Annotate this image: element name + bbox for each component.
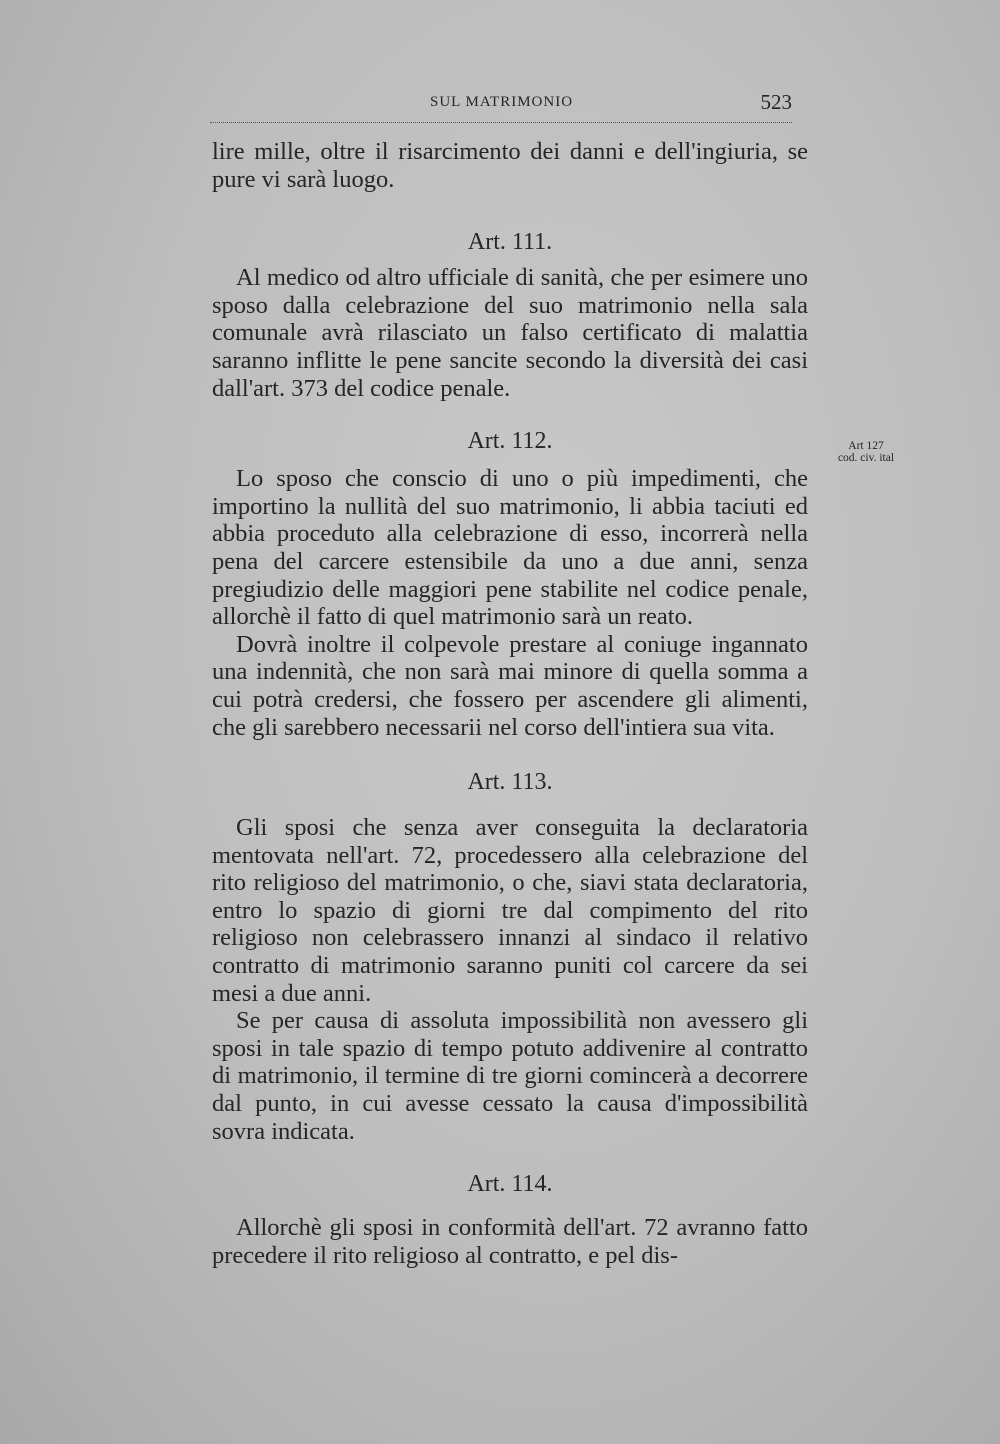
article-112-paragraph-2: Dovrà inoltre il colpevole prestare al coniuge ingannato una indennità, che non sarà mai minore di quella somma a cui potrà credersi, che fossero per ascendere gli alimenti, che gli sarebbero necessarii nel corso dell'intiera sua vita. [212, 630, 808, 741]
margin-note [816, 440, 916, 464]
article-113-paragraph-2: Se per causa di assoluta impossibilità non avessero gli sposi in tale spazio di tempo potuto addivenire al contratto di matrimonio, il termine di tre giorni comincerà a decorrere dal punto, in cui avesse cessato la causa d'impossibilità sovra indicata. [212, 1007, 808, 1145]
article-113-paragraph-1: Gli sposi che senza aver conseguita la declaratoria mentovata nell'art. 72, procedessero alla celebrazione del rito religioso del matrimonio, o che, siavi stata declaratoria, entro lo spazio di giorni tre dal compimento del rito religioso non celebrassero innanzi al sindaco il relativo contratto di matrimonio saranno puniti col carcere da sei mesi a due anni. [212, 814, 808, 1007]
page-body [212, 138, 808, 1269]
article-113-heading: Art. 113. [467, 769, 553, 796]
page-number: 523 [760, 90, 792, 114]
article-114-heading: Art. 114. [467, 1171, 553, 1198]
running-title: SUL MATRIMONIO [430, 94, 574, 110]
article-112-paragraph-1: Lo sposo che conscio di uno o più impedimenti, che importino la nullità del suo matrimonio, li abbia taciuti ed abbia proceduto alla celebrazione di esso, incorrerà nella pena del carcere estensibile da uno a due anni, senza pregiudizio delle maggiori pene stabilite nel codice penale, allorchè il fatto di quel matrimonio sarà un reato. [212, 465, 808, 631]
article-111-heading: Art. 111. [467, 229, 553, 256]
running-header [210, 92, 792, 123]
paragraph-continuation: lire mille, oltre il risarcimento dei danni e dell'ingiuria, se pure vi sarà luogo. [212, 138, 808, 193]
margin-note-line-2: cod. civ. ital [837, 452, 895, 464]
article-112-heading: Art. 112. [467, 428, 553, 455]
margin-note-line-1: Art 127 [848, 440, 884, 452]
article-114-paragraph-1: Allorchè gli sposi in conformità dell'art. 72 avranno fatto precedere il rito religioso al contratto, e pel dis- [212, 1214, 808, 1269]
article-111-paragraph-1: Al medico od altro ufficiale di sanità, che per esimere uno sposo dalla celebrazione del suo matrimonio nella sala comunale avrà rilasciato un falso certificato di malattia saranno inflitte le pene sancite secondo la diversità dei casi dall'art. 373 del codice penale. [212, 264, 808, 402]
